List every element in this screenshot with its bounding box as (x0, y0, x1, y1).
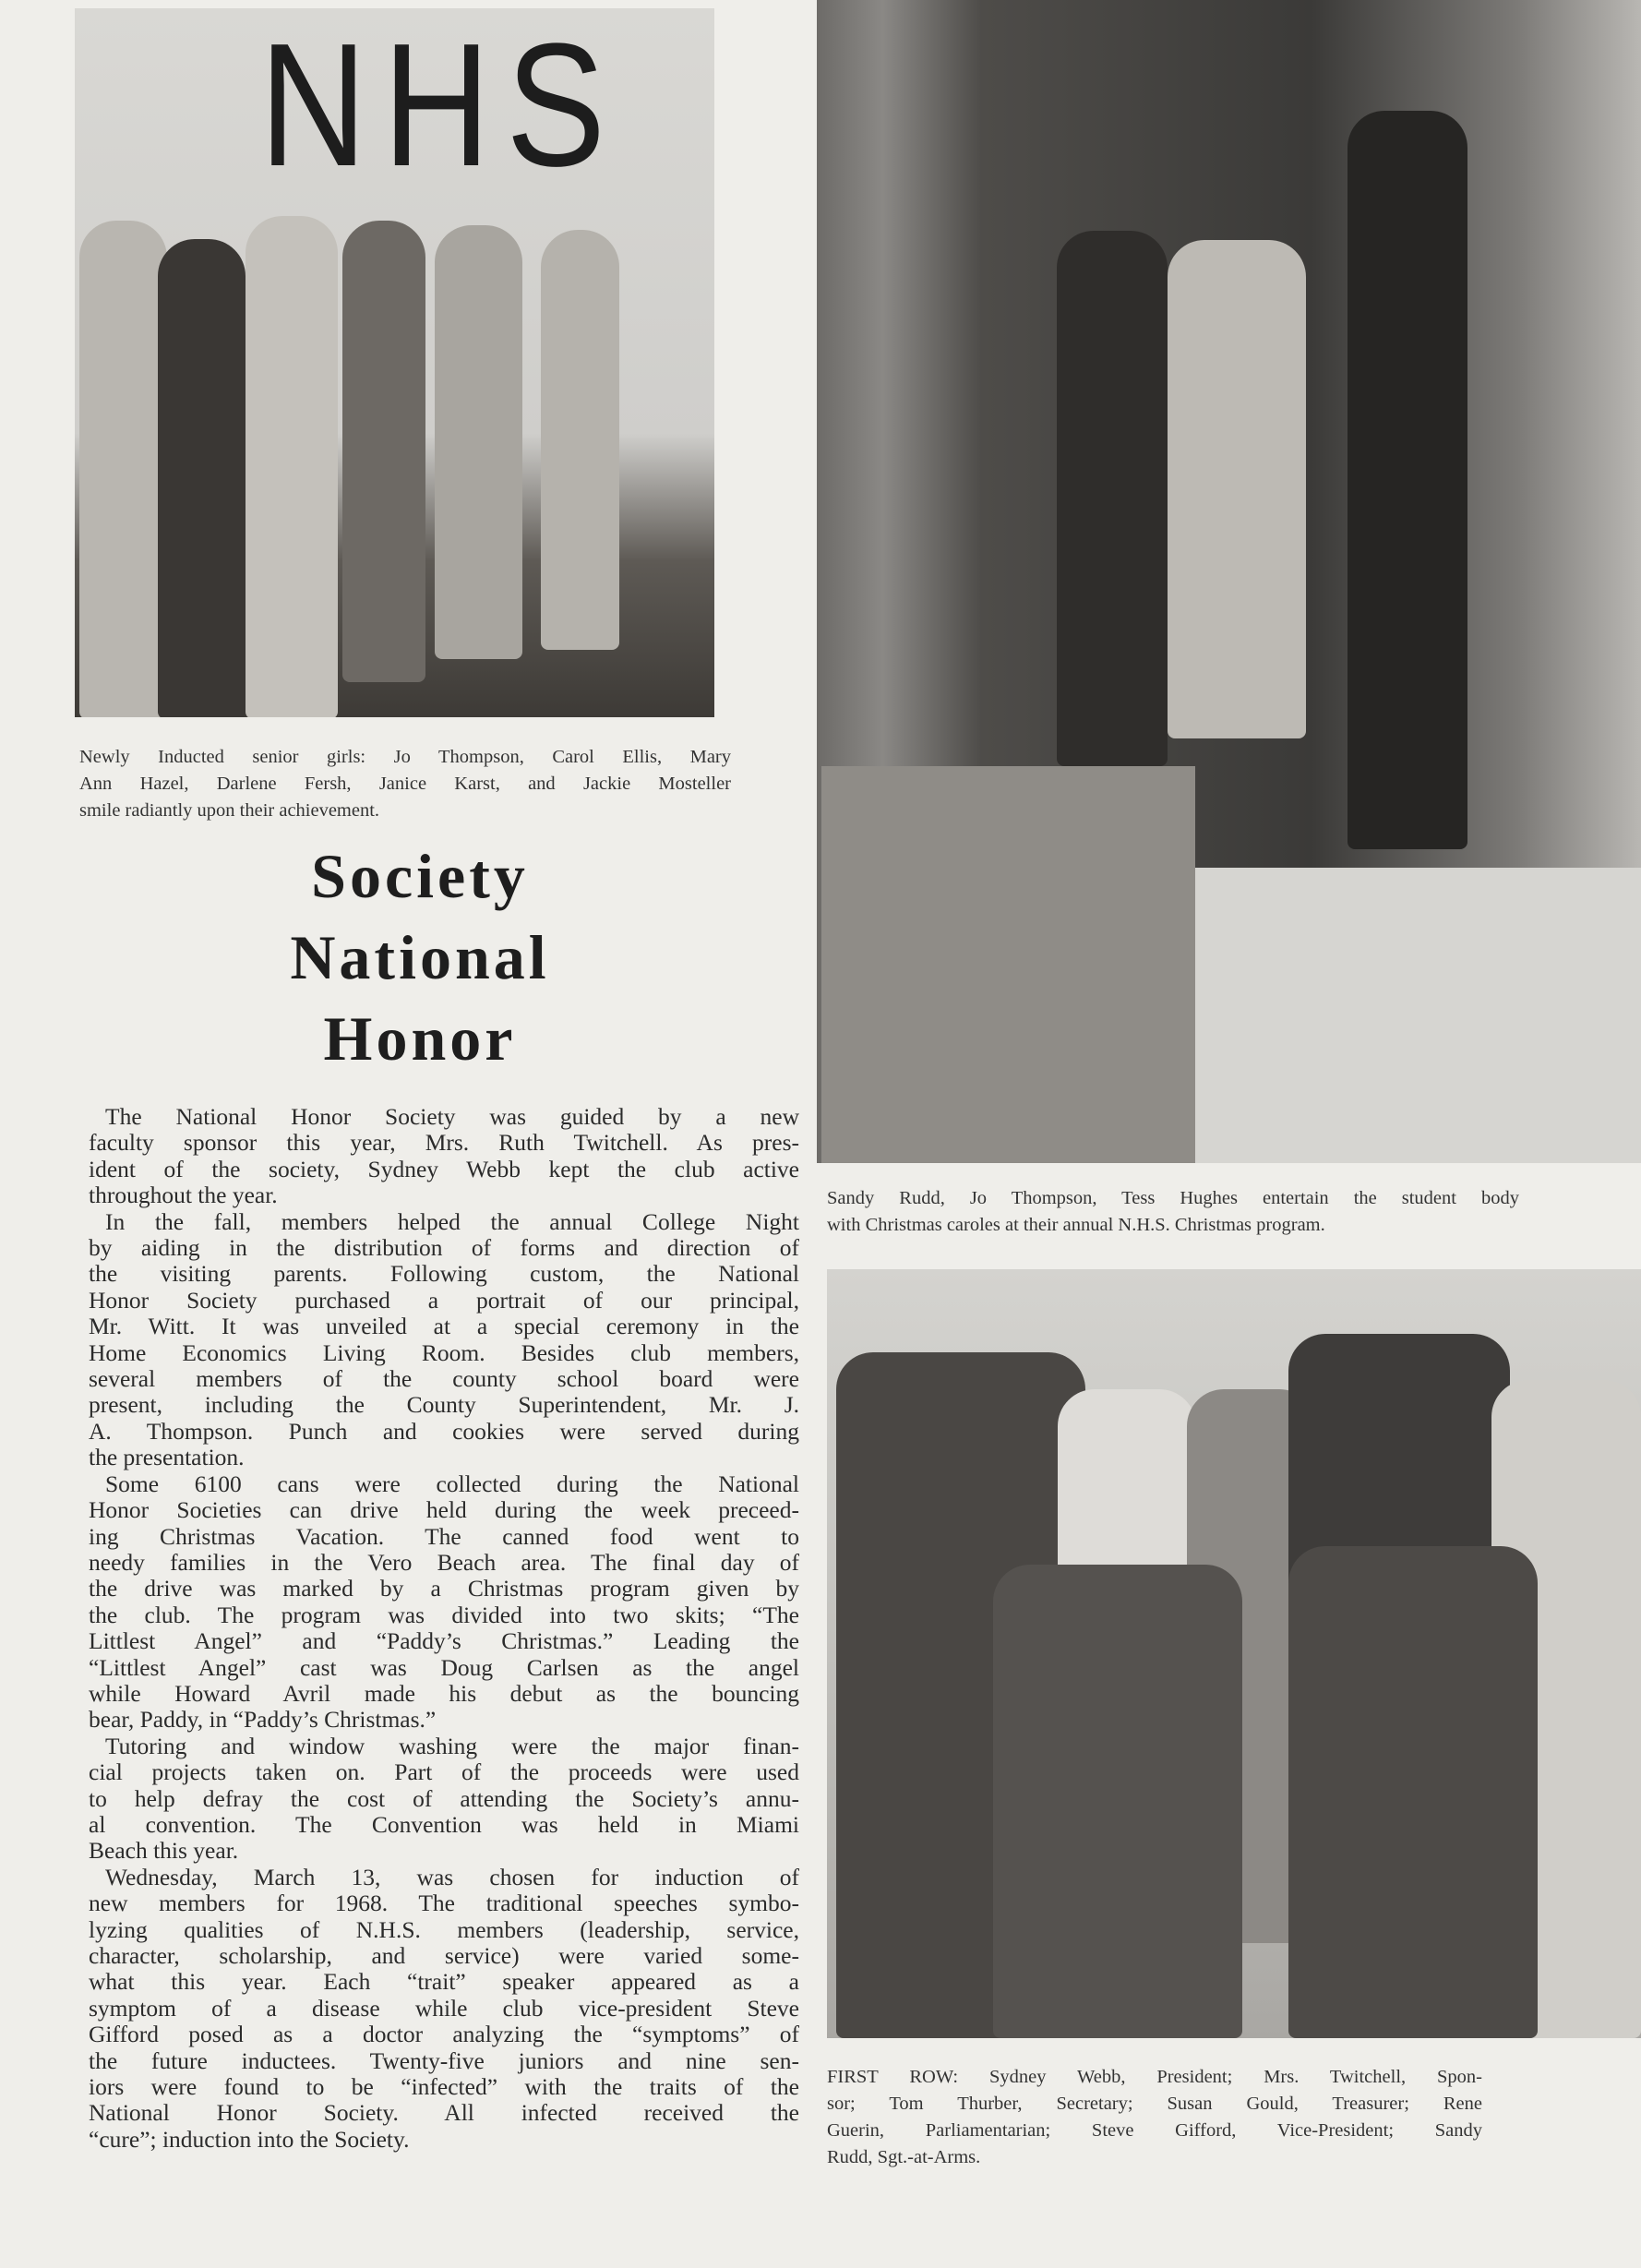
article-line: Beach this year. (89, 1837, 239, 1865)
title-line: Society (311, 841, 529, 911)
article-line: Honor Societies can drive held during the week preceed- (89, 1496, 799, 1524)
article-line: what this year. Each “trait” speaker appeared as a (89, 1968, 799, 1996)
article-paragraph (89, 1865, 799, 2153)
photo-inductee-girls (75, 8, 714, 717)
article-line: to help defray the cost of attending the Society’s annu- (89, 1784, 799, 1812)
article-line: “Littlest Angel” cast was Doug Carlsen as the angel (89, 1653, 799, 1681)
caption-line: smile radiantly upon their achievement. (79, 800, 380, 821)
article-line: new members for 1968. The traditional speeches symbo- (89, 1890, 799, 1917)
article-line: Tutoring and window washing were the major finan- (105, 1732, 799, 1759)
article-line: In the fall, members helped the annual College Night (105, 1207, 799, 1235)
article-line: lyzing qualities of N.H.S. members (leadership, service, (89, 1915, 799, 1943)
article-line: symptom of a disease while club vice-president Steve (89, 1994, 799, 2022)
article-line: iors were found to be “infected” with the traits of the (89, 2073, 799, 2101)
article-line: “cure”; induction into the Society. (89, 2125, 410, 2153)
article-line: al convention. The Convention was held in Miami (89, 1810, 799, 1838)
piano (821, 766, 1195, 1163)
caption-line: FIRST ROW: Sydney Webb, President; Mrs. Twitchell, Spon- (827, 2067, 1482, 2087)
article-paragraph (89, 1471, 799, 1734)
article-line: ident of the society, Sydney Webb kept the club active (89, 1155, 799, 1182)
title-line: Honor (323, 1003, 517, 1074)
article-line: Littlest Angel” and “Paddy’s Christmas.” Leading the (89, 1627, 799, 1655)
article-line: Home Economics Living Room. Besides club members, (89, 1338, 799, 1366)
caption-line: Rudd, Sgt.-at-Arms. (827, 2147, 981, 2167)
article-line: throughout the year. (89, 1182, 278, 1209)
caption-induction-photo (79, 744, 731, 824)
article-line: character, scholarship, and service) were varied some- (89, 1942, 799, 1969)
caption-line: Guerin, Parliamentarian; Steve Gifford, Vice-President; Sandy (827, 2120, 1482, 2141)
caption-line: sor; Tom Thurber, Secretary; Susan Gould, Treasurer; Rene (827, 2094, 1482, 2114)
article-line: by aiding in the distribution of forms and direction of (89, 1234, 799, 1262)
article-line: The National Honor Society was guided by a new (105, 1103, 799, 1130)
article-line: the drive was marked by a Christmas program given by (89, 1575, 799, 1602)
article-line: the club. The program was divided into two skits; “The (89, 1601, 799, 1628)
article-line: several members of the county school board were (89, 1365, 799, 1393)
caption-stage-photo (827, 1185, 1519, 1239)
page-title (138, 835, 701, 1079)
article-line: Honor Society purchased a portrait of our principal, (89, 1286, 799, 1314)
article-line: cial projects taken on. Part of the proceeds were used (89, 1758, 799, 1786)
caption-officers-photo (827, 2064, 1482, 2171)
article-line: the presentation. (89, 1444, 245, 1471)
article-line: Gifford posed as a doctor analyzing the “symptoms” of (89, 2021, 799, 2048)
caption-line: with Christmas caroles at their annual N.H.S. Christmas program. (827, 1215, 1325, 1235)
article-line: needy families in the Vero Beach area. The final day of (89, 1548, 799, 1576)
caption-line: Sandy Rudd, Jo Thompson, Tess Hughes entertain the student body (827, 1188, 1519, 1208)
article-line: present, including the County Superintendent, Mr. J. (89, 1391, 799, 1419)
article-line: faculty sponsor this year, Mrs. Ruth Twitchell. As pres- (89, 1129, 799, 1157)
article-paragraph (89, 1209, 799, 1471)
article-line: Some 6100 cans were collected during the National (105, 1470, 799, 1497)
title-line: National (290, 922, 550, 992)
caption-line: Newly Inducted senior girls: Jo Thompson, Carol Ellis, Mary (79, 747, 731, 767)
article-line: the future inductees. Twenty-five juniors and nine sen- (89, 2046, 799, 2074)
article-line: ing Christmas Vacation. The canned food went to (89, 1522, 799, 1550)
article-line: Wednesday, March 13, was chosen for induction of (105, 1863, 799, 1890)
article-paragraph (89, 1734, 799, 1865)
caption-line: Ann Hazel, Darlene Fersh, Janice Karst, and Jackie Mosteller (79, 774, 731, 794)
stage-platform (1195, 868, 1641, 1163)
article-line: Mr. Witt. It was unveiled at a special ceremony in the (89, 1313, 799, 1340)
article-line: while Howard Avril made his debut as the bouncing (89, 1679, 799, 1707)
article-body (89, 1104, 799, 2153)
article-line: National Honor Society. All infected received the (89, 2099, 799, 2127)
article-paragraph (89, 1104, 799, 1209)
article-line: A. Thompson. Punch and cookies were served during (89, 1417, 799, 1445)
article-line: bear, Paddy, in “Paddy’s Christmas.” (89, 1706, 437, 1734)
article-line: the visiting parents. Following custom, the National (89, 1260, 799, 1288)
photo-christmas-program (817, 0, 1641, 1163)
photo-officers (827, 1269, 1641, 2038)
nhs-sign: NHS (259, 8, 621, 203)
